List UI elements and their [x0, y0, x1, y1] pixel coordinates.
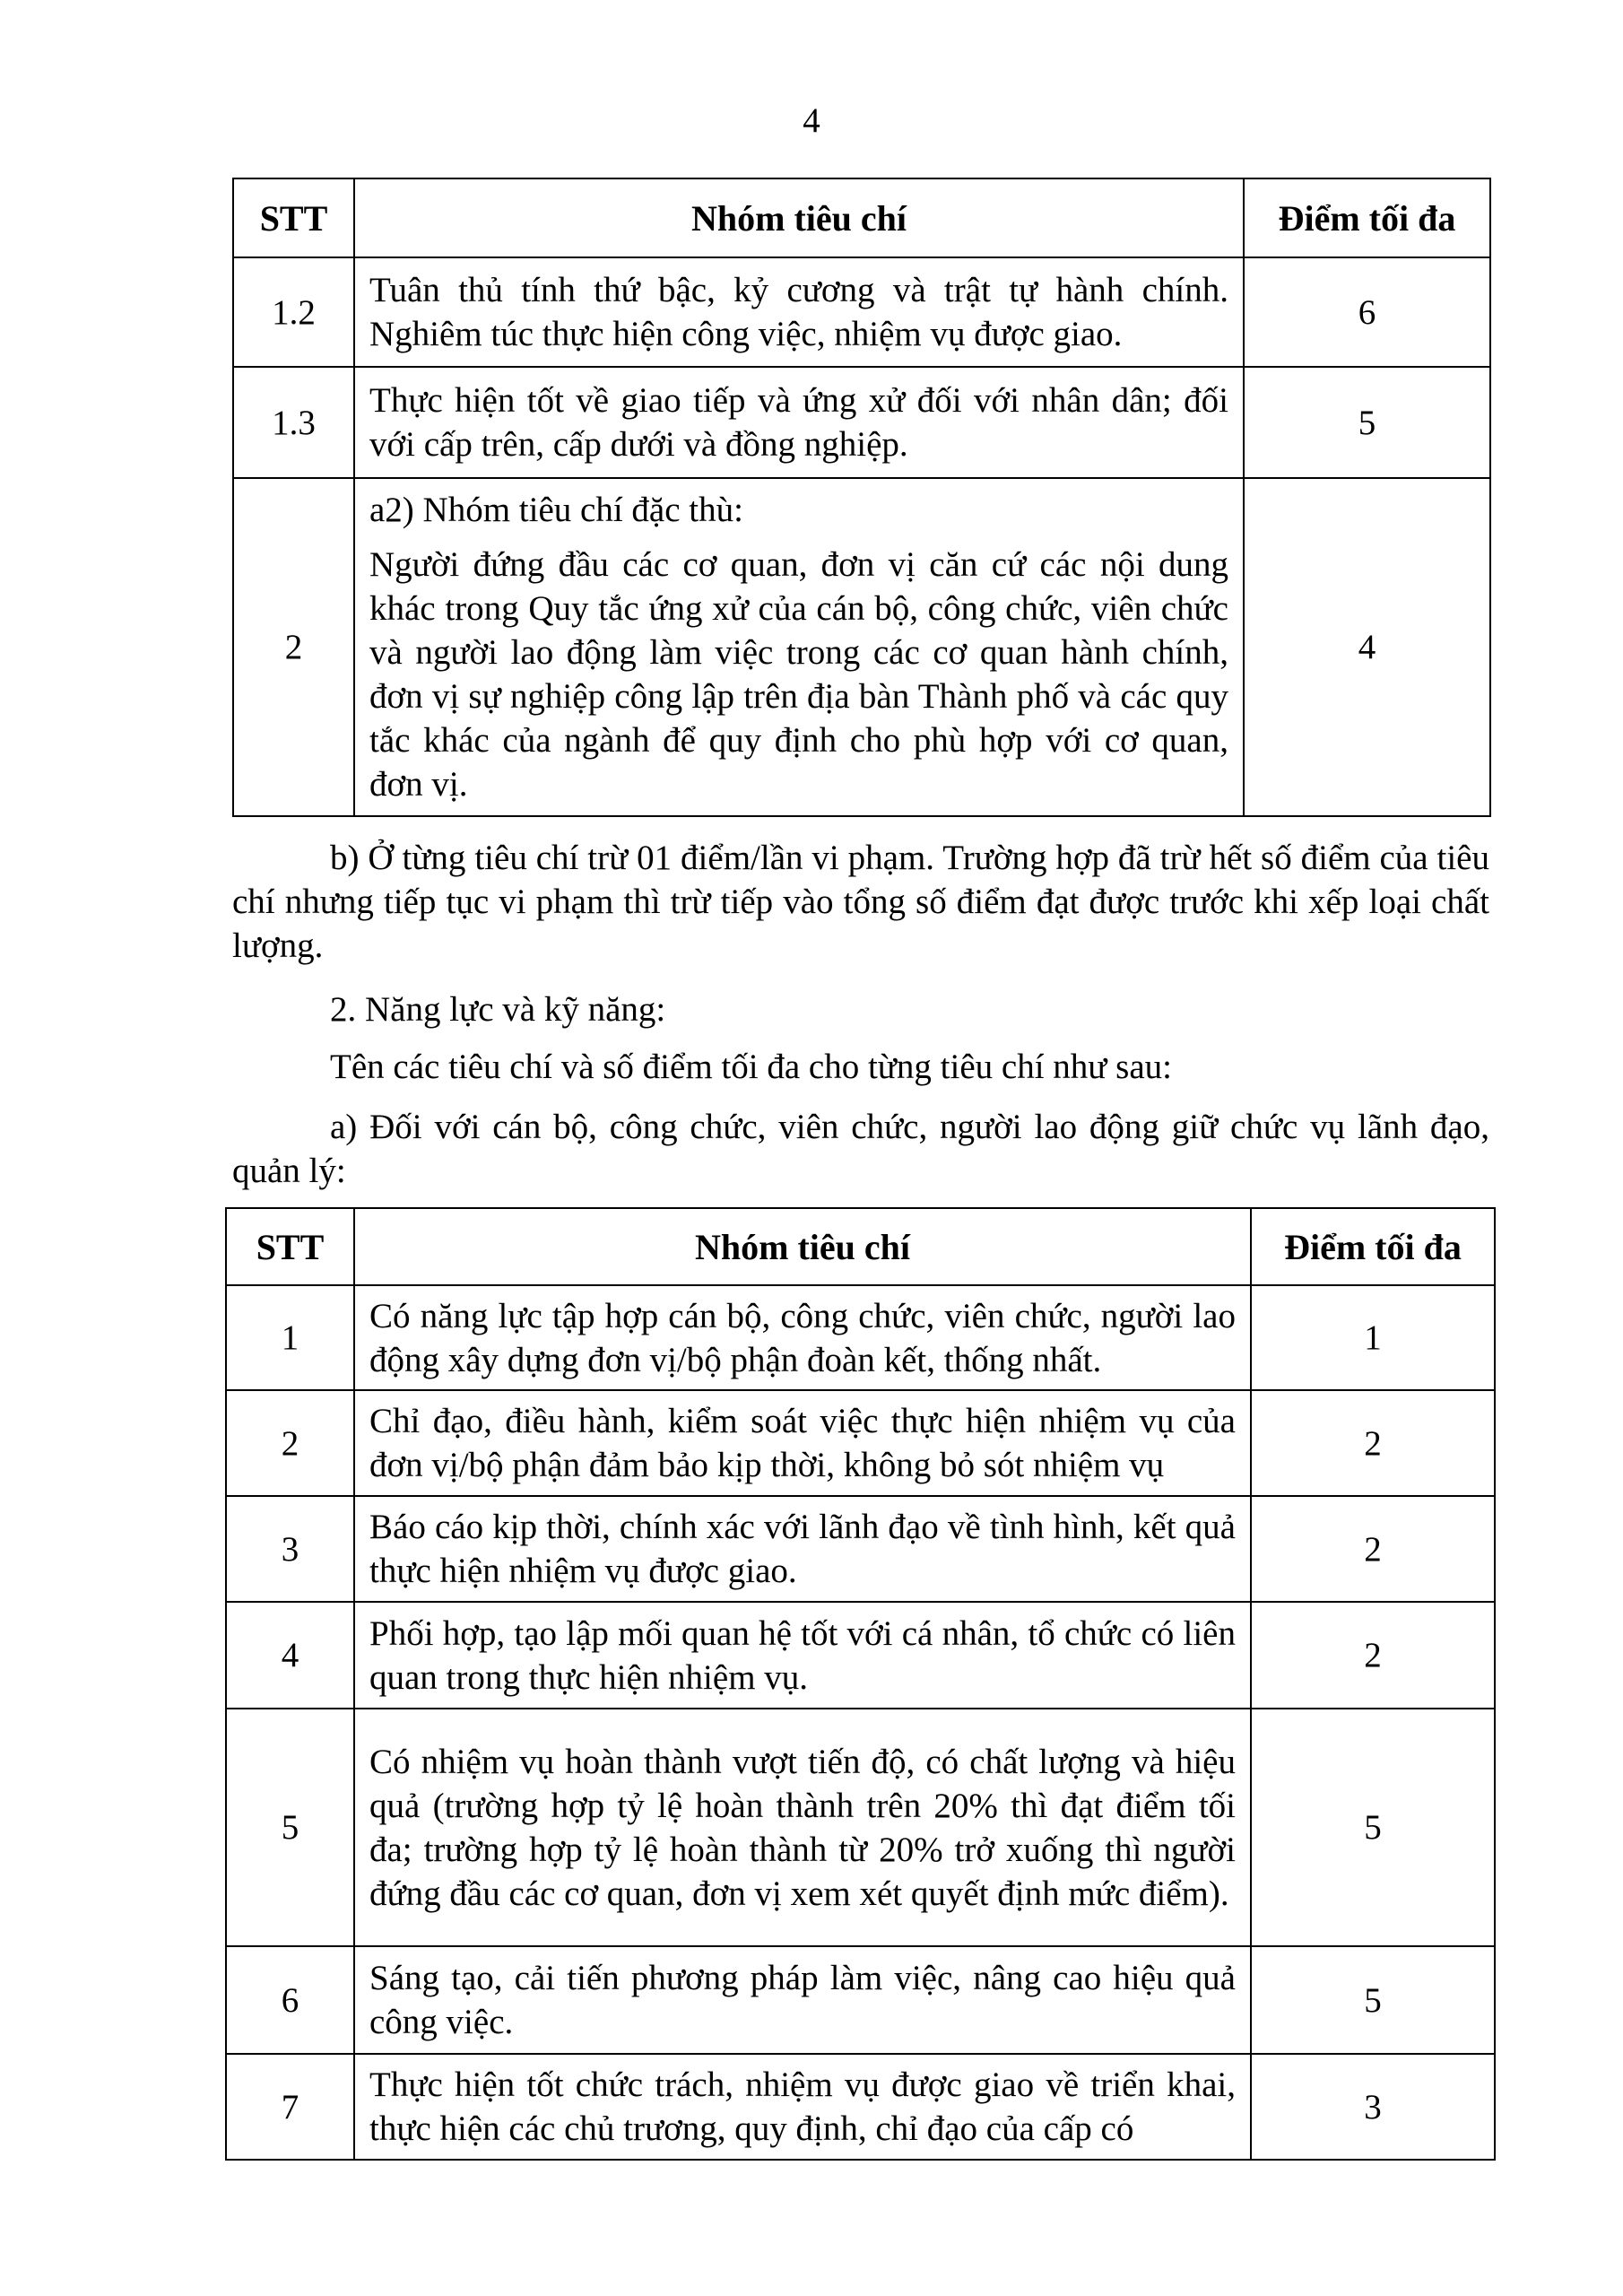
- row-stt: 4: [226, 1602, 354, 1709]
- table-row: [233, 257, 1490, 367]
- row-criteria: Có năng lực tập hợp cán bộ, công chức, viên chức, người lao động xây dựng đơn vị/bộ phận đoàn kết, thống nhất.: [354, 1285, 1251, 1390]
- row-points: 2: [1251, 1602, 1495, 1709]
- row-stt: 5: [226, 1709, 354, 1946]
- table-row: [226, 1285, 1495, 1390]
- header-criteria-group: Nhóm tiêu chí: [354, 1208, 1251, 1285]
- table-header-row: [233, 178, 1490, 257]
- table-row: [226, 1946, 1495, 2054]
- row-points: 2: [1251, 1496, 1495, 1602]
- row-criteria: Chỉ đạo, điều hành, kiểm soát việc thực hiện nhiệm vụ của đơn vị/bộ phận đảm bảo kịp thời, không bỏ sót nhiệm vụ: [354, 1390, 1251, 1496]
- table-row: [226, 1602, 1495, 1709]
- criteria-table-ethics: [232, 178, 1491, 817]
- header-stt: STT: [233, 178, 354, 257]
- header-stt: STT: [226, 1208, 354, 1285]
- row-stt: 3: [226, 1496, 354, 1602]
- row-points: 1: [1251, 1285, 1495, 1390]
- row-stt: 7: [226, 2054, 354, 2160]
- row-criteria: [354, 478, 1244, 816]
- row-criteria: Phối hợp, tạo lập mối quan hệ tốt với cá nhân, tổ chức có liên quan trong thực hiện nhiệm vụ.: [354, 1602, 1251, 1709]
- page-number: 4: [803, 101, 820, 140]
- row-stt: 2: [226, 1390, 354, 1496]
- row-points: 6: [1244, 257, 1490, 367]
- row-points: 2: [1251, 1390, 1495, 1496]
- row-points: 4: [1244, 478, 1490, 816]
- row-criteria: [354, 257, 1244, 367]
- row-stt: 2: [233, 478, 354, 816]
- row-stt: 6: [226, 1946, 354, 2054]
- row-points: 5: [1244, 367, 1490, 478]
- table-row: [226, 1390, 1495, 1496]
- section-heading-competence: 2. Năng lực và kỹ năng:: [330, 990, 666, 1029]
- row-stt: 1.3: [233, 367, 354, 478]
- criteria-text: Người đứng đầu các cơ quan, đơn vị căn cứ các nội dung khác trong Quy tắc ứng xử của cán bộ, công chức, viên chức và người lao động làm việc trong các cơ quan hành chính, đơn vị sự nghiệp công lập trên địa bàn Thành phố và các quy tắc khác của ngành để quy định cho phù hợp với cơ quan, đơn vị.: [369, 545, 1228, 804]
- paragraph-deduction-rule: b) Ở từng tiêu chí trừ 01 điểm/lần vi phạm. Trường hợp đã trừ hết số điểm của tiêu chí nhưng tiếp tục vi phạm thì trừ tiếp vào tổng số điểm đạt được trước khi xếp loại chất lượng.: [232, 839, 1489, 965]
- row-stt: 1: [226, 1285, 354, 1390]
- criteria-table-competence: [225, 1207, 1496, 2161]
- table-row: [233, 367, 1490, 478]
- row-points: 3: [1251, 2054, 1495, 2160]
- table-row: [226, 1709, 1495, 1946]
- header-max-points: Điểm tối đa: [1251, 1208, 1495, 1285]
- row-points: 5: [1251, 1709, 1495, 1946]
- row-criteria: [354, 367, 1244, 478]
- row-stt: 1.2: [233, 257, 354, 367]
- table-header-row: [226, 1208, 1495, 1285]
- row-criteria: Thực hiện tốt chức trách, nhiệm vụ được giao về triển khai, thực hiện các chủ trương, quy định, chỉ đạo của cấp có: [354, 2054, 1251, 2160]
- paragraph-leaders-scope: a) Đối với cán bộ, công chức, viên chức, người lao động giữ chức vụ lãnh đạo, quản lý:: [232, 1108, 1489, 1190]
- row-criteria: Có nhiệm vụ hoàn thành vượt tiến độ, có chất lượng và hiệu quả (trường hợp tỷ lệ hoàn thành trên 20% thì đạt điểm tối đa; trường hợp tỷ lệ hoàn thành từ 20% trở xuống thì người đứng đầu các cơ quan, đơn vị xem xét quyết định mức điểm).: [354, 1709, 1251, 1946]
- paragraph-criteria-intro: Tên các tiêu chí và số điểm tối đa cho từng tiêu chí như sau:: [330, 1048, 1173, 1086]
- criteria-text: Tuân thủ tính thứ bậc, kỷ cương và trật tự hành chính. Nghiêm túc thực hiện công việc, nhiệm vụ được giao.: [369, 271, 1228, 353]
- table-row: [226, 2054, 1495, 2160]
- header-criteria-group: Nhóm tiêu chí: [354, 178, 1244, 257]
- criteria-subheading: a2) Nhóm tiêu chí đặc thù:: [369, 491, 743, 529]
- row-points: 5: [1251, 1946, 1495, 2054]
- table-row: [233, 478, 1490, 816]
- criteria-text: Thực hiện tốt về giao tiếp và ứng xử đối với nhân dân; đối với cấp trên, cấp dưới và đồng nghiệp.: [369, 381, 1228, 464]
- row-criteria: Sáng tạo, cải tiến phương pháp làm việc, nâng cao hiệu quả công việc.: [354, 1946, 1251, 2054]
- table-row: [226, 1496, 1495, 1602]
- row-criteria: Báo cáo kịp thời, chính xác với lãnh đạo về tình hình, kết quả thực hiện nhiệm vụ được giao.: [354, 1496, 1251, 1602]
- header-max-points: Điểm tối đa: [1244, 178, 1490, 257]
